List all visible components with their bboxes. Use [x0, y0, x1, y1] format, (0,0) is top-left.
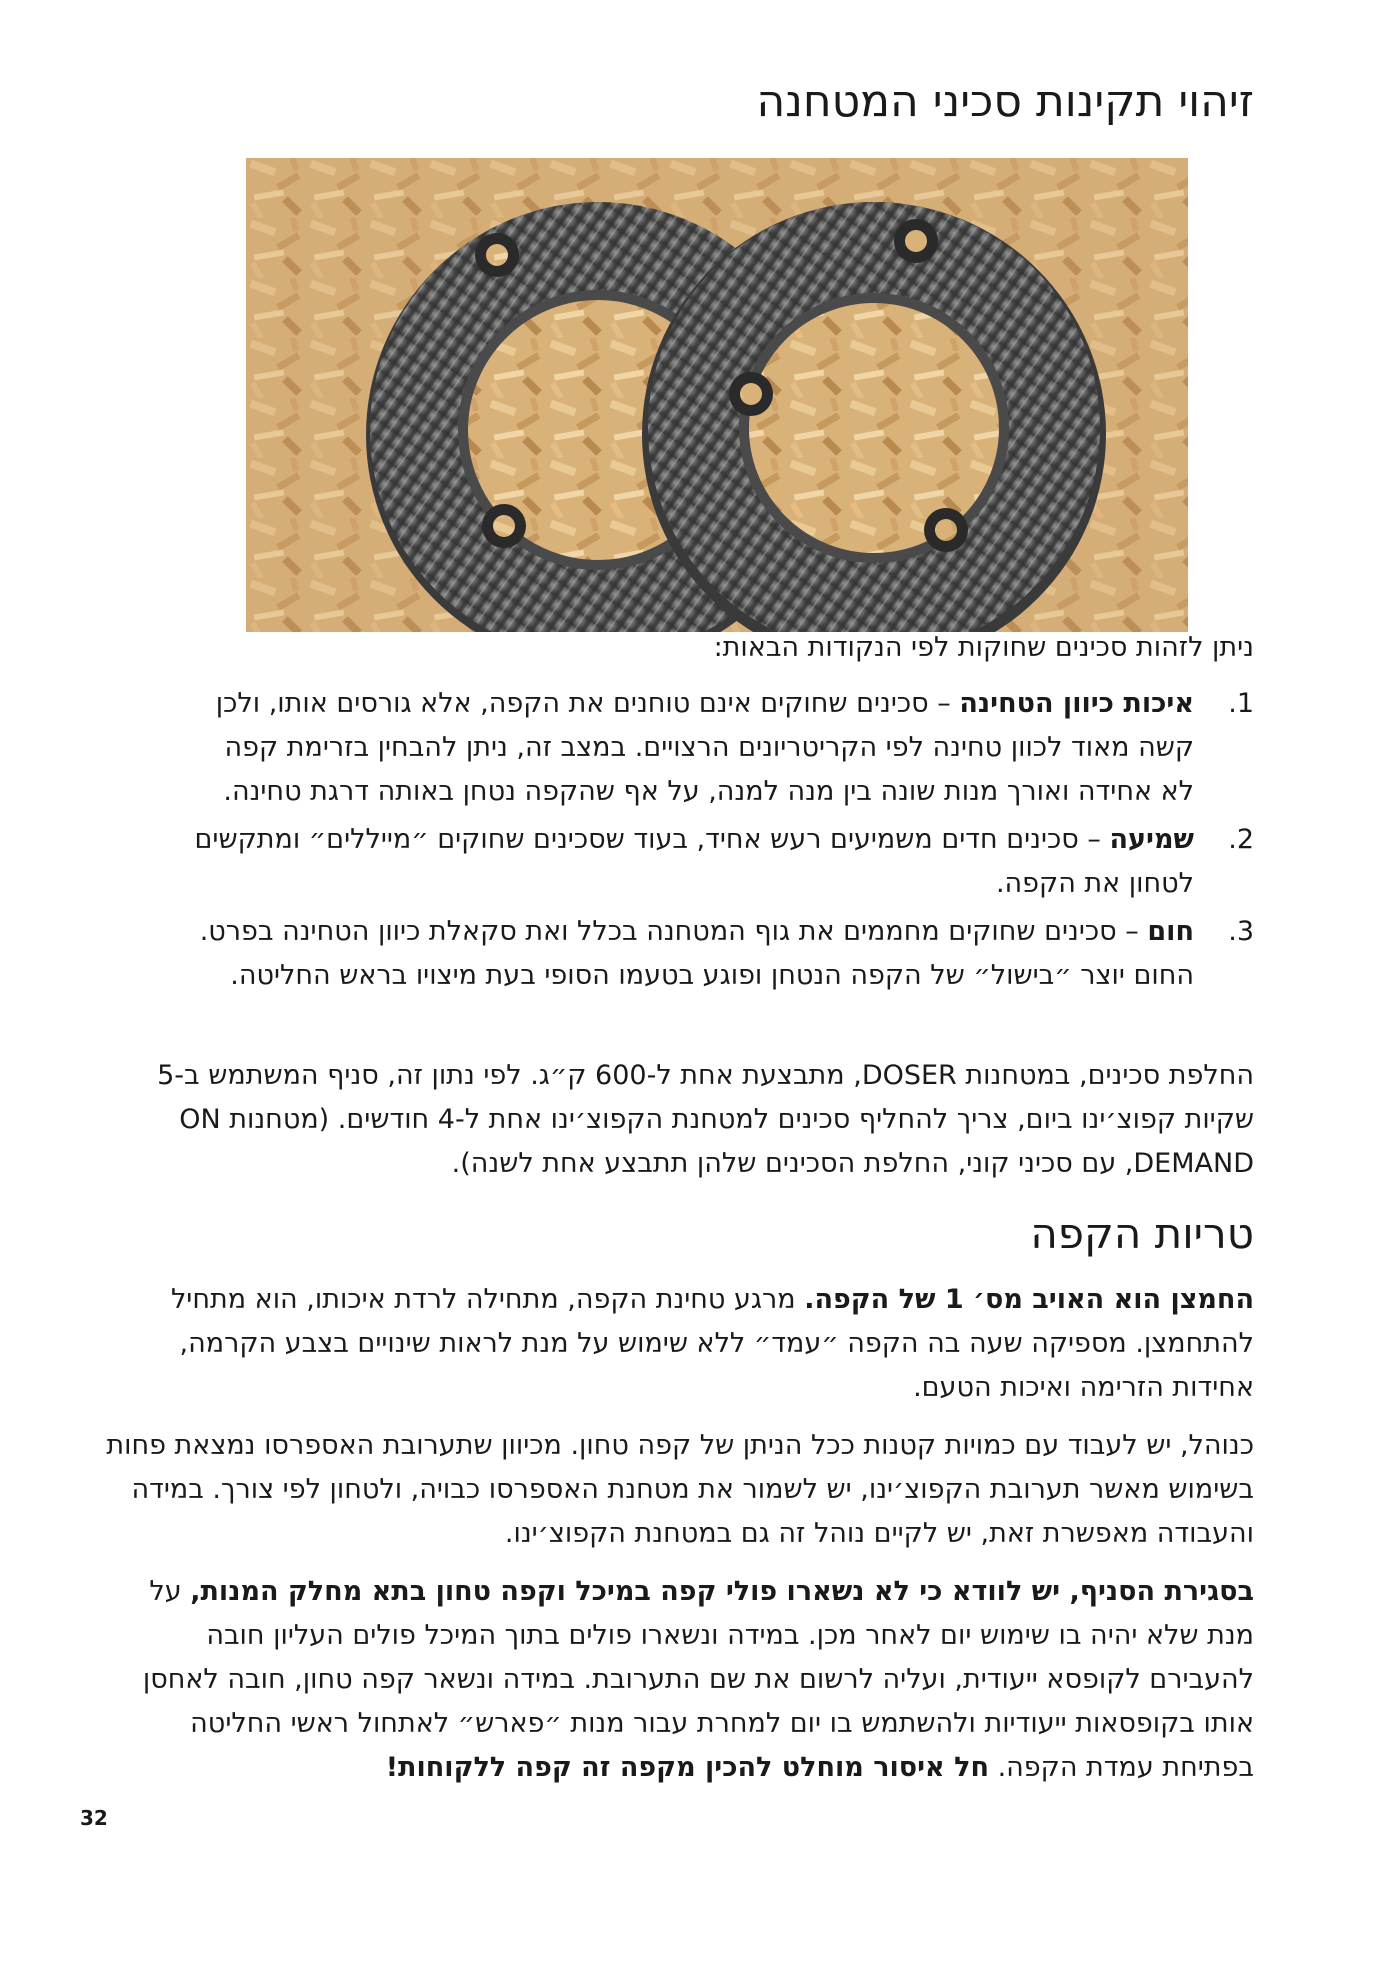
list-item-text: – סכינים חדים משמיעים רעש אחיד, בעוד שסכינים שחוקים ״מייללים״ ומתקשים לטחון את הקפה. [194, 824, 1194, 899]
list-item-text: – סכינים שחוקים מחממים את גוף המטחנה בכלל ואת סקאלת כיוון הטחינה בפרט. החום יוצר ״בישול״ של הקפה הנטחן ופוגע בטעמו הסופי בעת מיצויו בראש החליטה. [199, 916, 1194, 991]
closing-text: על מנת שלא יהיה בו שימוש יום לאחר מכן. במידה ונשארו פולים בתוך המיכל פולים העליון חובה להעבירם לקופסא ייעודית, ועליה לרשום את שם התערובת. במידה ונשאר קפה טחון, חובה לאחסן אותו בקופסאות ייעודיות ולהשתמש בו יום למחרת עבור מנות ״פארש״ לאתחול ראשי החליטה בפתיחת עמדת הקפה. [142, 1576, 1254, 1783]
closing-bold-1: בסגירת הסניף, יש לוודא כי לא נשארו פולי קפה במיכל וקפה טחון בתא מחלק המנות, [190, 1576, 1254, 1607]
replacement-paragraph: החלפת סכינים, במטחנות DOSER, מתבצעת אחת ל-600 ק״ג. לפי נתון זה, סניף המשתמש ב-5 שקיות קפוצ׳ינו ביום, צריך להחליף סכינים למטחנת הקפוצ׳ינו אחת ל-4 חודשים. (מטחנות ON DEMAND, עם סכיני קוני, החלפת הסכינים שלהן תתבצע אחת לשנה). [157, 1060, 1254, 1179]
list-item-number: 2. [1228, 824, 1254, 855]
freshness-text: מרגע טחינת הקפה, מתחילה לרדת איכותו, הוא מתחיל להתחמצן. מספיקה שעה בה הקפה ״עמד״ ללא שימוש על מנת לראות שינויים בצבע הקרמה, אחידות הזרימה ואיכות הטעם. [170, 1284, 1254, 1403]
points-intro: ניתן לזהות סכינים שחוקות לפי הנקודות הבאות: [713, 632, 1254, 663]
closing-bold-2: חל איסור מוחלט להכין מקפה זה קפה ללקוחות! [385, 1752, 989, 1783]
freshness-bold: החמצן הוא האויב מס׳ 1 של הקפה. [804, 1284, 1254, 1315]
section-heading-freshness: טריות הקפה [1030, 1209, 1254, 1258]
list-item-term: חום [1147, 916, 1194, 947]
page-number: 32 [80, 1806, 108, 1830]
worn-burr-indicators-list [194, 682, 1254, 1002]
closing-paragraph [104, 1570, 1254, 1790]
list-item [194, 682, 1254, 814]
rule-paragraph: כנוהל, יש לעבוד עם כמויות קטנות ככל הניתן של קפה טחון. מכיוון שתערובת האספרסו נמצאת פחות בשימוש מאשר תערובת הקפוצ׳ינו, יש לשמור את מטחנת האספרסו כבויה, ולטחון לפי צורך. במידה והעבודה מאפשרת זאת, יש לקיים נוהל זה גם במטחנת הקפוצ׳ינו. [106, 1430, 1254, 1549]
list-item [194, 910, 1254, 998]
list-item-term: שמיעה [1109, 824, 1194, 855]
freshness-paragraph [104, 1278, 1254, 1410]
list-item-text: – סכינים שחוקים אינם טוחנים את הקפה, אלא גורסים אותו, ולכן קשה מאוד לכוון טחינה לפי הקריטריונים הרצויים. במצב זה, ניתן להבחין בזרימת קפה לא אחידה ואורך מנות שונה בין מנה למנה, על אף שהקפה נטחן באותה דרגת טחינה. [215, 688, 1194, 807]
list-item-number: 3. [1228, 916, 1254, 947]
list-item [194, 818, 1254, 906]
list-item-number: 1. [1228, 688, 1254, 719]
burr-grinder-blades-photo [246, 158, 1188, 632]
section-heading-burr-check: זיהוי תקינות סכיני המטחנה [756, 76, 1254, 127]
list-item-term: איכות כיוון הטחינה [959, 688, 1194, 719]
